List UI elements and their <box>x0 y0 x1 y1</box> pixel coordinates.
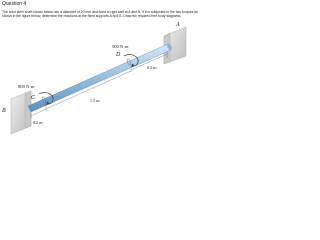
shaft-figure <box>0 0 200 140</box>
question-title: Question 4 <box>2 1 27 7</box>
question-page <box>0 0 200 140</box>
label-torque-c: 800 N·m <box>18 84 35 89</box>
label-b: B <box>2 108 6 114</box>
question-text: The solid steel shaft shown below has a diameter of 20 mm and fixed to rigid wall at A and B. If it is subjected to the two torques as shown in the figure below, determine the reactions at the fixed supports A and B. Draw the required free body diagrams. <box>2 10 198 19</box>
dimension-lines <box>31 52 167 118</box>
label-c: C <box>31 95 36 101</box>
label-length-cd: 1.5 m <box>90 98 100 103</box>
label-length-bc: 0.2 m <box>33 120 43 125</box>
label-torque-d: 500 N·m <box>112 44 129 49</box>
wall-support-b <box>11 91 31 134</box>
steel-shaft <box>28 43 172 112</box>
label-d: D <box>116 52 121 58</box>
label-length-da: 0.3 m <box>147 65 157 70</box>
label-a: A <box>176 22 180 28</box>
